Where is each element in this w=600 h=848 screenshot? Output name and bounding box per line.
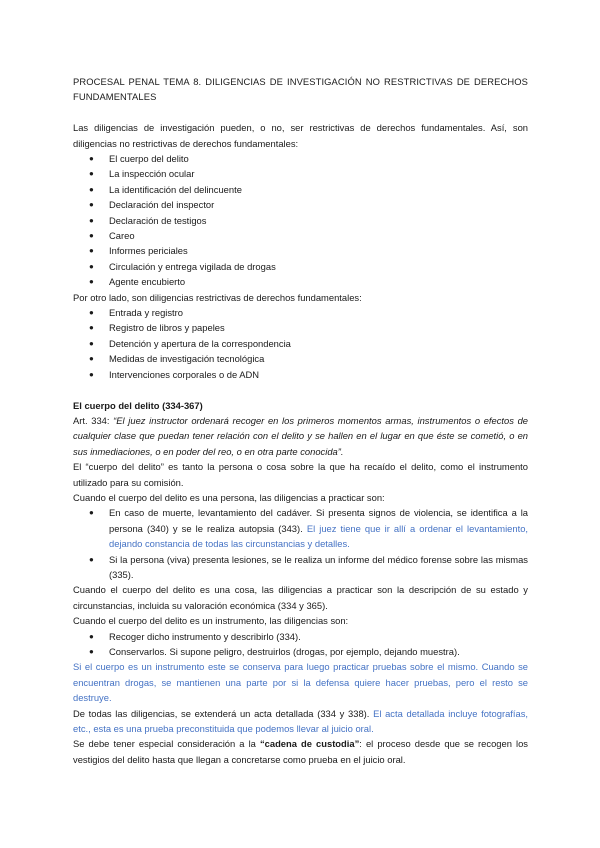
- definition-paragraph: El “cuerpo del delito” es tanto la persona o cosa sobre la que ha recaído el delito, como el instrumento utilizado para su comisión.: [73, 461, 528, 488]
- custodia-term: “cadena de custodia”: [259, 738, 360, 750]
- item-text: Agente encubierto: [109, 276, 186, 288]
- item-text: Entrada y registro: [109, 307, 183, 319]
- bullet-icon: ●: [89, 184, 94, 194]
- list-item: [73, 166, 528, 181]
- list-item: [73, 274, 528, 289]
- item-text: Declaración del inspector: [109, 199, 215, 211]
- blue-note: El juez tiene que ir allí a ordenar el levantamiento, dejando constancia de todas las circunstancias y detalles.: [109, 522, 529, 550]
- spacer: [73, 105, 528, 120]
- cosa-paragraph: Cuando el cuerpo del delito es una cosa, las diligencias a practicar son la descripción de su estado y circunstancias, incluida su valoración económica (334 y 365).: [73, 584, 528, 611]
- persona-intro: Cuando el cuerpo del delito es una persona, las diligencias a practicar son:: [73, 491, 385, 503]
- item-text: En caso de muerte, levantamiento del cadáver. Si presenta signos de violencia, se identifica a la persona (340) y se le realiza autopsia (343).: [109, 507, 528, 534]
- bullet-icon: ●: [89, 277, 94, 287]
- item-text: Detención y apertura de la correspondencia: [109, 337, 291, 349]
- list-item: [73, 259, 528, 274]
- spacer: [73, 382, 528, 397]
- bullet-icon: ●: [89, 261, 94, 271]
- item-text: La identificación del delincuente: [109, 183, 242, 195]
- intro-paragraph: Las diligencias de investigación pueden, o no, ser restrictivas de derechos fundamentales. Así, son diligencias no restrictivas de derechos fundamentales:: [73, 122, 528, 149]
- bullet-icon: ●: [89, 154, 94, 164]
- custodia-pre: Se debe tener especial consideración a la: [73, 738, 260, 750]
- bullet-icon: ●: [89, 323, 94, 333]
- item-text: Conservarlos. Si supone peligro, destruirlos (drogas, por ejemplo, dejando muestra).: [109, 646, 460, 657]
- document-title: PROCESAL PENAL TEMA 8. DILIGENCIAS DE INVESTIGACIÓN NO RESTRICTIVAS DE DERECHOS FUNDAMENTALES: [73, 76, 528, 103]
- bullet-icon: ●: [89, 631, 94, 641]
- bullet-icon: ●: [89, 647, 94, 656]
- list-item: [73, 197, 528, 212]
- bullet-icon: ●: [89, 169, 94, 179]
- bullet-icon: ●: [89, 554, 94, 564]
- section-heading-cuerpo-delito: El cuerpo del delito (334-367): [73, 399, 203, 411]
- item-text: La inspección ocular: [109, 168, 195, 180]
- list-item: [73, 552, 528, 583]
- list-item: [73, 336, 528, 351]
- bullet-icon: ●: [89, 508, 94, 518]
- list-item: [73, 228, 528, 243]
- list-item: [73, 182, 528, 197]
- bullet-icon: ●: [89, 369, 94, 379]
- custodia-post: : el proceso desde que se recogen los vestigios del delito hasta que llegan a concretarse como prueba en el juicio oral.: [73, 738, 528, 765]
- no-restrictivas-list: [73, 151, 528, 290]
- restrictivas-intro: Por otro lado, son diligencias restrictivas de derechos fundamentales:: [73, 291, 362, 303]
- list-item: [73, 367, 528, 382]
- list-item: [73, 644, 528, 659]
- bullet-icon: ●: [89, 215, 94, 225]
- item-text: Intervenciones corporales o de ADN: [109, 368, 260, 380]
- custodia-paragraph: [73, 736, 528, 767]
- blue-note-acta: El acta detallada incluye fotografías, etc., esta es una prueba preconstituida que podemos llevar al juicio oral.: [73, 707, 528, 735]
- art-quote: “El juez instructor ordenará recoger en los primeros momentos armas, instrumentos o efectos de cualquier clase que puedan tener relación con el delito y se hallen en el lugar en que éste se cometió, o en sus inmediaciones, o en poder del reo, o en otra parte conocida”.: [73, 414, 529, 457]
- item-text: Medidas de investigación tecnológica: [109, 353, 265, 365]
- item-text: Circulación y entrega vigilada de drogas: [109, 260, 276, 272]
- bullet-icon: ●: [89, 354, 94, 364]
- item-text: El cuerpo del delito: [109, 153, 189, 165]
- list-item: [73, 351, 528, 366]
- persona-list: [73, 505, 528, 582]
- bullet-icon: ●: [89, 200, 94, 210]
- bullet-icon: ●: [89, 246, 94, 256]
- bullet-icon: ●: [89, 308, 94, 318]
- document-body: [73, 74, 528, 767]
- bullet-icon: ●: [89, 231, 94, 241]
- list-item: [73, 305, 528, 320]
- bullet-icon: ●: [89, 338, 94, 348]
- item-text: Registro de libros y papeles: [109, 322, 225, 334]
- list-item: [73, 505, 528, 551]
- item-text: Declaración de testigos: [109, 214, 207, 226]
- list-item: [73, 243, 528, 258]
- instrumento-intro: Cuando el cuerpo del delito es un instrumento, las diligencias son:: [73, 615, 349, 627]
- item-text: Careo: [109, 230, 135, 242]
- acta-paragraph: [73, 706, 528, 737]
- art-334-paragraph: [73, 413, 528, 459]
- item-text: Informes periciales: [109, 245, 188, 257]
- instrumento-list: [73, 629, 528, 660]
- item-text: Si la persona (viva) presenta lesiones, se le realiza un informe del médico forense sobre las mismas (335).: [109, 553, 528, 580]
- blue-note-instrumento: Si el cuerpo es un instrumento este se conserva para luego practicar pruebas sobre el mismo. Cuando se encuentran drogas, se mantienen una parte por si la defensa quiere hacer pruebas, pero el resto se destruye.: [73, 661, 528, 704]
- acta-text: De todas las diligencias, se extenderá un acta detallada (334 y 338).: [73, 707, 370, 719]
- list-item: [73, 151, 528, 166]
- item-text: Recoger dicho instrumento y describirlo (334).: [109, 630, 301, 642]
- restrictivas-list: [73, 305, 528, 382]
- art-label: Art. 334:: [73, 414, 110, 426]
- list-item: [73, 629, 528, 644]
- list-item: [73, 320, 528, 335]
- list-item: [73, 213, 528, 228]
